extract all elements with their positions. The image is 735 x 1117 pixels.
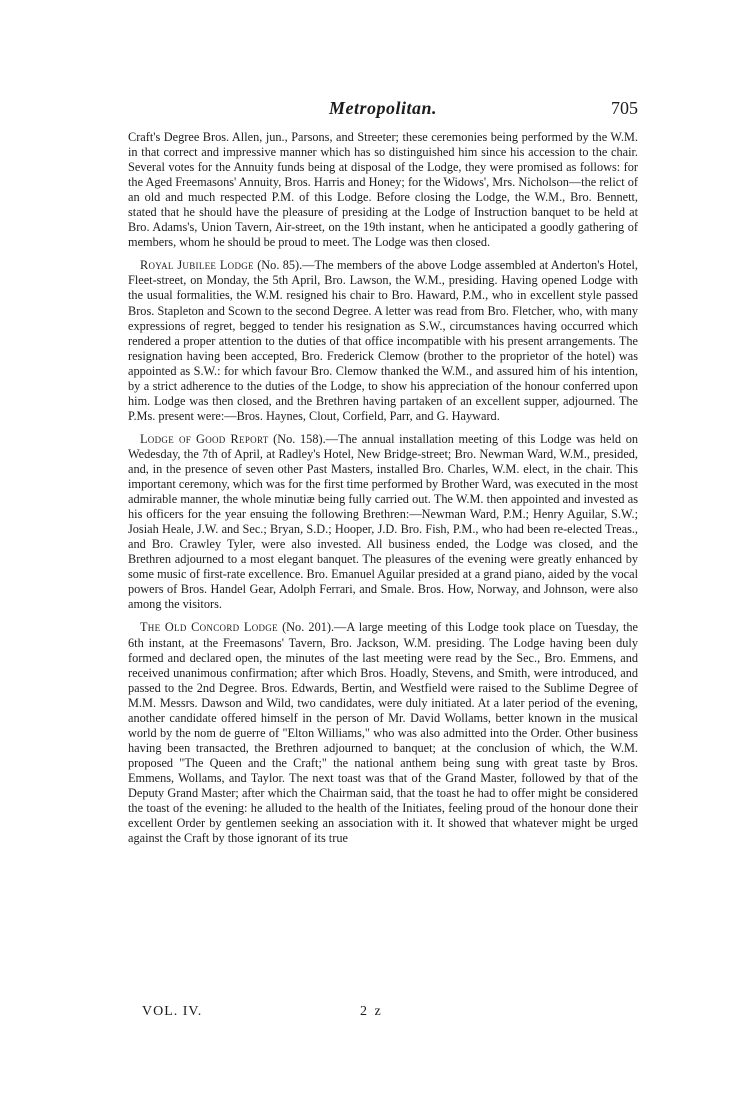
page-footer: [142, 1004, 402, 1022]
paragraph-royal-jubilee-lodge: [128, 258, 638, 424]
running-title: Metropolitan.: [328, 98, 437, 118]
paragraph-continuation: [128, 130, 638, 250]
paragraph-body: (No. 158).—The annual installation meeting of this Lodge was held on Wedesday, the 7th of April, at Radley's Hotel, New Bridge-street; Bro. Newman Ward, W.M., presided, and, in the presence of seven other Past Masters, installed Bro. Charles, W.M. elect, in the chair. This important ceremony, which was for the first time performed by Brother Ward, was executed in the most admirable manner, the whole minutiæ being fully carried out. The W.M. then appointed and invested as his officers for the year ensuing the following Brethren:—Newman Ward, P.M.; Henry Aguilar, S.W.; Josiah Heale, J.W. and Sec.; Bryan, S.D.; Hooper, J.D. Bro. Fish, P.M., who had been re-elected Treas., and Bro. Crawley Tyler, were also invested. All business ended, the Lodge was closed, and the Brethren adjourned to a most elegant banquet. The pleasures of the evening were greatly enhanced by some music of first-rate excellence. Bro. Emanuel Aguilar presided at a grand piano, aided by the vocal powers of Bros. Handel Gear, Adolph Ferrari, and Smale. Bros. How, Norway, and Johnson, were also among the visitors.: [128, 431, 638, 612]
lodge-name-heading: Lodge of Good Report: [140, 431, 269, 446]
page-number: 705: [611, 98, 638, 118]
running-head: [128, 98, 638, 122]
signature-mark: 2 z: [360, 1004, 383, 1019]
paragraph-body: Craft's Degree Bros. Allen, jun., Parsons, and Streeter; these ceremonies being performed by the W.M. in that correct and impressive manner which has so distinguished him since his accession to the chair. Several votes for the Annuity funds being at disposal of the Lodge, they were promised as follows: for the Aged Freemasons' Annuity, Bros. Harris and Honey; for the Widows', Mrs. Nicholson—the relict of an old and much respected P.M. of this Lodge. Before closing the Lodge, the W.M., Bro. Bennett, stated that he should have the pleasure of presiding at the Lodge of Instruction banquet to be held at Bro. Adams's, Union Tavern, Air-street, on the 19th instant, when he anticipated a goodly gathering of members, whom he should be proud to meet. The Lodge was then closed.: [128, 130, 638, 250]
paragraph-old-concord-lodge: [128, 620, 638, 846]
text-column: [128, 130, 638, 854]
lodge-name-heading: Royal Jubilee Lodge: [140, 258, 254, 273]
paragraph-body: (No. 85).—The members of the above Lodge assembled at Anderton's Hotel, Fleet-street, on Monday, the 5th April, Bro. Lawson, the W.M., presiding. Having opened Lodge with the usual formalities, the W.M. resigned his chair to Bro. Haward, P.M., who in excellent style passed Bros. Stapleton and Scown to the second Degree. A letter was read from Bro. Fletcher, who, with many expressions of regret, begged to tender his resignation as S.W., circumstances having occurred which rendered a proper attention to the duties of that office incompatible with his present arrangements. The resignation having been accepted, Bro. Frederick Clemow (brother to the proprietor of the hotel) was appointed as S.W.: for which favour Bro. Clemow thanked the W.M., and assured him of his intention, by a strict adherence to the duties of the Lodge, to show his appreciation of the honour conferred upon him. Lodge was then closed, and the Brethren having partaken of an excellent supper, adjourned. The P.Ms. present were:—Bros. Haynes, Clout, Corfield, Parr, and G. Hayward.: [128, 258, 638, 423]
paragraph-lodge-of-good-report: [128, 432, 638, 613]
lodge-name-heading: The Old Concord Lodge: [140, 620, 278, 635]
paragraph-body: (No. 201).—A large meeting of this Lodge took place on Tuesday, the 6th instant, at the Freemasons' Tavern, Bro. Jackson, W.M. presiding. The Lodge having been duly formed and declared open, the minutes of the last meeting were read by the Sec., Bro. Emmens, and received unanimous confirmation; after which Bros. Hoadly, Stevens, and Smith, were introduced, and passed to the 2nd Degree. Bros. Edwards, Bertin, and Westfield were raised to the Sublime Degree of M.M. Messrs. Dawson and Wild, two candidates, were duly initiated. At a later period of the evening, another candidate offered himself in the person of Mr. David Wollams, better known in the musical world by the nom de guerre of "Elton Williams," who was also admitted into the Order. Other business having been transacted, the Brethren adjourned to banquet; at the conclusion of which, the W.M. proposed "The Queen and the Craft;" the national anthem being sung with great taste by Bros. Emmens, Wollams, and Taylor. The next toast was that of the Grand Master, followed by that of the Deputy Grand Master; after which the Chairman said, that the toast he had to offer might be considered the toast of the evening: he alluded to the health of the Initiates, feeling proud of the honour done their excellent Order by gentlemen seeking an association with it. It showed that whatever might be urged against the Craft by those ignorant of its true: [128, 620, 638, 846]
volume-label: VOL. IV.: [142, 1004, 203, 1019]
